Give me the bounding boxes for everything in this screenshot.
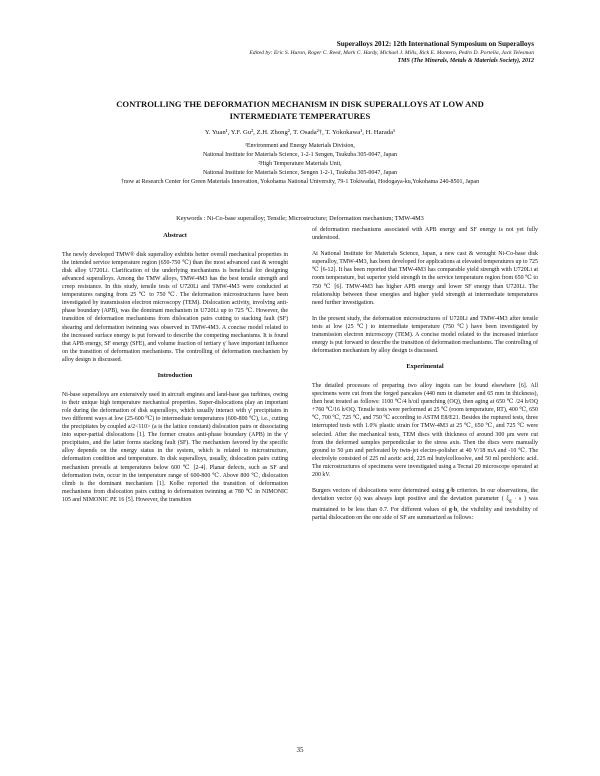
abstract-paragraph: The newly developed TMW® disk superalloy exhibits better overall mechanical properties in the intended service temperature region (650-750 ℃) than the most advanced cast & wrought disk alloy U720Li. Clarification of the underlying mechanisms is beneficial for designing advanced superalloys. Among the TMW alloys, TMW-4M3 has the best tensile strength and creep resistance. In this study, tensile tests of U720Li and TMW-4M3 were conducted at temperatures ranging from 25 ℃ to 750 ℃. The deformation microstructures have been investigated by transmission electron microscopy (TEM). Dislocation activity, involving anti-phase boundary (APB), was the dominant mechanism in U720Li up to 725 ℃. However, the transition of deformation mechanisms from dislocation pairs cutting to stacking fault (SF) shearing and deformation twinning was observed in TMW-4M3. A concise model related to the increased surface energy is put forward to describe the competing mechanisms. It is found that APB energy, SF energy (SFE), and volume fraction of tertiary γ′ have important influence on the transition of deformation mechanisms. The controlling of deformation mechanism by alloy design is discussed. — [62, 251, 288, 363]
affiliation-line: National Institute for Materials Science, 1-2-1 Sengen, Tsukuba 305-0047, Japan — [202, 152, 398, 158]
introduction-paragraph: Ni-base superalloys are extensively used in aircraft engines and land-base gas turbines, owing to their unique high temperature mechanical properties. Super-dislocations play an important role during the deformation of disk superalloys, which usually interact with γ′ precipitates in two different ways at low (25-600 ℃) to intermediate temperatures (600-800 ℃), i.e., cutting the precipitates by coupled a/2<110> (a is the lattice constant) dislocation pairs or dissociating into super-partial dislocations [1]. The former creates anti-phase boundary (APB) in the γ′ precipitates, and the latter forms stacking fault (SF). The mechanism favored by the specific alloy depends on the energy status in the system, which is related to microstructure, deformation condition and temperature. In disk superalloys, usually, dislocation pairs cutting mechanism prevails at temperatures below 600 ℃ [2-4]. Planar defects, such as SF and deformation twin, occur in the temperature range of 600-800 ℃. Above 800 ℃, dislocation climb is the dominant mechanism [1]. Kolbe reported the transition of deformation mechanisms from dislocation pairs cutting to deformation twinning at 780 ℃ in NIMONIC 105 and NIMONIC PE 16 [5]. However, the transition — [62, 391, 288, 503]
proceedings-header — [104, 40, 534, 65]
vector-g: g — [446, 488, 450, 495]
paper-title-line-1: CONTROLLING THE DEFORMATION MECHANISM IN DISK SUPERALLOYS AT LOW AND — [116, 99, 484, 109]
page-number: 35 — [296, 746, 304, 754]
body-paragraph: At National Institute for Materials Science, Japan, a new cast & wrought Ni-Co-base disk superalloy, TMW-4M3, has been developed for applications at elevated temperatures up to 725 ℃ [6-12]. It has been reported that TMW-4M3 has comparable yield strength with U720Li at room temperature, but superior yield strength in the service temperature region from 650 ℃ to 750 ℃ [6]. TMW-4M3 has higher APB energy and lower SF energy than U720Li. The relationship between these energies and higher yield strength at intermediate temperatures need further investigation. — [312, 251, 538, 306]
abstract-heading: Abstract — [163, 232, 187, 239]
affiliations — [60, 142, 540, 187]
body-paragraph: The detailed processes of preparing two alloy ingots can be found elsewhere [6]. All specimens were cut from the forged pancakes (440 mm in diameter and 65 mm in thickness), then heat treated as follows: 1100 ℃/4 h/oil quenching (OQ), then aging at 650 ℃ /24 h/OQ +760 ℃/16 h/OQ. Tensile tests were performed at 25 ℃ (room temperature, RT), 400 ℃, 650 ℃, 700 ℃, 725 ℃, and 750 ℃ according to ASTM E8/E21. Besides the ruptured tests, three interrupted tests with 1.0% plastic strain for TMW-4M3 at 25 ℃, 650 ℃, and 725 ℃ were selected. After the mechanical tests, TEM discs with thickness of around 300 μm were cut from the deformed samples perpendicular to the stress axis. Then the discs were manually ground to 50 μm and perforated by twin-jet electro-polisher at 40 V/18 mA and -10 ℃. The electrolyte consisted of 225 ml acetic acid, 225 ml butylcellosolve, and 50 ml perchloric acid. The microstructures of specimens were investigated using a Tecnai 20 microscope operated at 200 kV. — [312, 383, 538, 479]
proceedings-editors: Edited by: Eric S. Huron, Roger C. Reed, Mark C. Hardy, Michael J. Mills, Rick E. Montero, Pedro D. Portella, Jack Telesman — [249, 49, 534, 56]
text-segment: criterion. In our observations, the deviation vector (s) was always kept positive and the deviation parameter ( ξ — [312, 488, 538, 503]
introduction-heading: Introduction — [157, 372, 193, 380]
text-segment: · s ) was maintained to be less than 0.7. For different values of — [312, 496, 538, 514]
proceedings-publisher: TMS (The Minerals, Metals & Materials Society), 2012 — [397, 58, 534, 65]
text-segment: , the visibility and invisibility of partial dislocation on the one side of SF are summarized as follows: — [312, 507, 538, 522]
keywords: Keywords : Ni-Co-base superalloy; Tensile; Microstructure; Deformation mechanism; TMW-4M3 — [176, 215, 424, 222]
affiliation-line: ²High Temperature Materials Unit, — [258, 161, 342, 167]
vector-b: b — [453, 507, 458, 514]
body-paragraph: In the present study, the deformation microstructures of U720Li and TMW-4M3 after tensile tests at low (25 ℃) to intermediate temperature (750 ℃) have been investigated by transmission electron microscopy (TEM). A concise model related to the increased interface energy is put forward to describe the transition of deformation mechanisms. The controlling of deformation mechanism by alloy design is discussed. — [312, 315, 538, 355]
right-column — [312, 226, 538, 530]
proceedings-title: Superalloys 2012: 12th International Symposium on Superalloys — [336, 40, 534, 48]
paper-title — [75, 98, 525, 122]
paper-title-line-2: INTERMEDIATE TEMPERATURES — [229, 111, 371, 122]
affiliation-line: ¹Environment and Energy Materials Division, — [245, 143, 355, 149]
vector-b: b — [451, 488, 455, 495]
left-column — [62, 228, 288, 512]
body-paragraph: Burgers vectors of dislocations were determined using g·b criterion. In our observations, the deviation vector (s) was always kept positive and the deviation parameter ( $\xi_g \cdot s$ ) was maintained to be less than 0.7. For different values of g·b, the visibility and invisibility of partial dislocation on the one side of SF are summarized as follows: — [312, 488, 538, 522]
vector-g: g — [448, 507, 452, 514]
subscript-g: g — [509, 499, 512, 505]
affiliation-line: National Institute for Materials Science, Sengen 1-2-1, Tsukuba 305-0047, Japan — [202, 170, 398, 176]
author-list: Y. Yuan¹, Y.F. Gu², Z.H. Zhong², T. Osada²†, T. Yokokawa¹, H. Harada¹ — [204, 129, 396, 136]
body-paragraph: of deformation mechanisms associated with APB energy and SF energy is not yet fully understood. — [312, 227, 538, 242]
affiliation-line: †now at Research Center for Green Materials Innovation, Yokohama National University, 79-1 Tokiwadai, Hodogaya-ku,Yokohama 240-8501, Japan — [120, 179, 480, 185]
experimental-heading: Experimental — [406, 363, 444, 371]
text-segment: Burgers vectors of dislocations were determined using — [312, 488, 447, 495]
